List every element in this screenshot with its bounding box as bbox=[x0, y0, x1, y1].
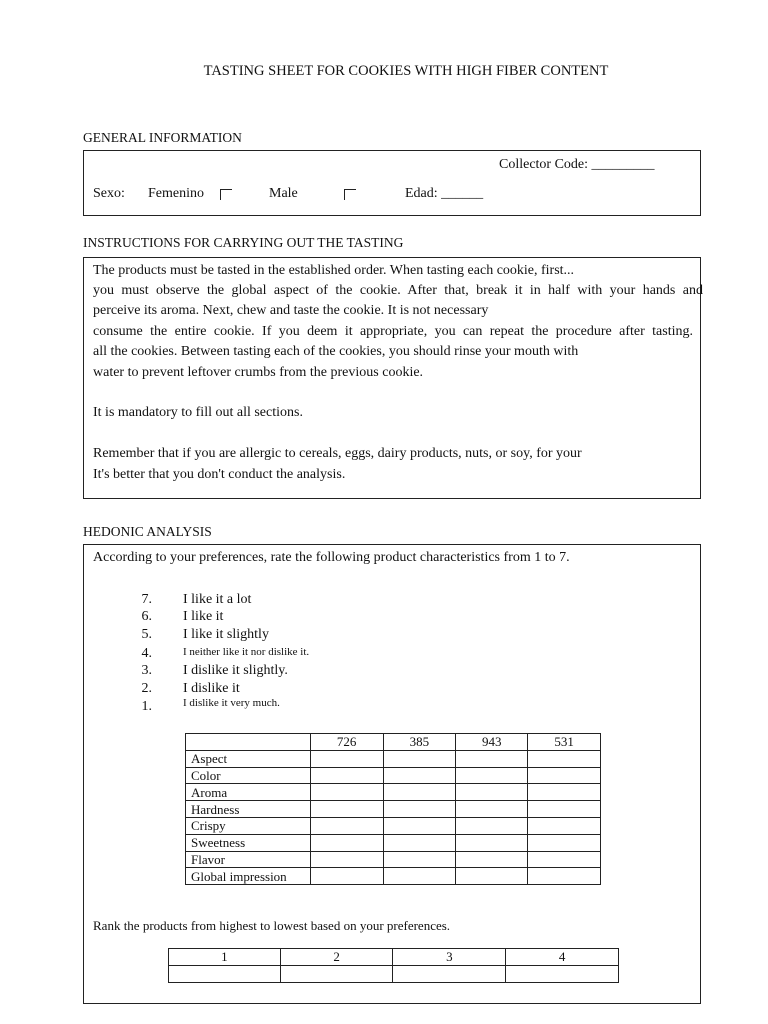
rating-cell[interactable] bbox=[456, 750, 528, 767]
rating-cell[interactable] bbox=[456, 817, 528, 834]
age-field[interactable]: Edad: ______ bbox=[405, 186, 484, 201]
rating-cell[interactable] bbox=[528, 784, 601, 801]
attribute-label: Flavor bbox=[186, 851, 311, 868]
female-checkbox[interactable] bbox=[220, 188, 232, 204]
rank-prompt: Rank the products from highest to lowest based on your preferences. bbox=[93, 918, 451, 933]
rating-cell[interactable] bbox=[383, 767, 456, 784]
rating-cell[interactable] bbox=[456, 868, 528, 885]
table-row bbox=[186, 767, 601, 784]
scale-number: 5. bbox=[141, 627, 152, 642]
rating-cell[interactable] bbox=[383, 801, 456, 818]
rating-cell[interactable] bbox=[456, 851, 528, 868]
sample-code: 531 bbox=[528, 734, 601, 751]
rating-cell[interactable] bbox=[528, 868, 601, 885]
scale-label: I like it bbox=[183, 609, 224, 624]
attribute-label: Hardness bbox=[186, 801, 311, 818]
instructions-heading: INSTRUCTIONS FOR CARRYING OUT THE TASTING bbox=[83, 235, 404, 250]
table-row bbox=[186, 750, 601, 767]
attribute-label: Global impression bbox=[186, 868, 311, 885]
scale-number: 1. bbox=[141, 699, 152, 714]
rating-cell[interactable] bbox=[310, 784, 383, 801]
rating-cell[interactable] bbox=[310, 834, 383, 851]
rating-cell[interactable] bbox=[456, 801, 528, 818]
rank-entry-row bbox=[169, 965, 619, 982]
rating-cell[interactable] bbox=[528, 851, 601, 868]
instruction-line: all the cookies. Between tasting each of the cookies, you should rinse your mouth with bbox=[93, 344, 579, 359]
rating-table-header bbox=[186, 734, 601, 751]
allergy-note: It's better that you don't conduct the analysis. bbox=[93, 467, 346, 482]
rating-cell[interactable] bbox=[528, 801, 601, 818]
rank-position: 1 bbox=[169, 949, 281, 966]
mandatory-note: It is mandatory to fill out all sections. bbox=[93, 405, 303, 420]
rank-position: 2 bbox=[280, 949, 393, 966]
rating-cell[interactable] bbox=[310, 817, 383, 834]
table-row bbox=[186, 834, 601, 851]
sample-code: 943 bbox=[456, 734, 528, 751]
scale-label: I like it slightly bbox=[183, 627, 269, 642]
hedonic-box bbox=[83, 544, 701, 1004]
scale-label: I dislike it slightly. bbox=[183, 663, 288, 678]
allergy-note: Remember that if you are allergic to cereals, eggs, dairy products, nuts, or soy, for your bbox=[93, 446, 582, 461]
rank-table bbox=[168, 948, 619, 983]
rating-cell[interactable] bbox=[383, 851, 456, 868]
header-blank-cell bbox=[186, 734, 311, 751]
hedonic-heading: HEDONIC ANALYSIS bbox=[83, 524, 212, 539]
rating-cell[interactable] bbox=[456, 767, 528, 784]
scale-label: I neither like it nor dislike it. bbox=[183, 646, 310, 658]
general-info-heading: GENERAL INFORMATION bbox=[83, 130, 242, 145]
rating-cell[interactable] bbox=[383, 868, 456, 885]
table-row bbox=[186, 817, 601, 834]
rating-cell[interactable] bbox=[383, 784, 456, 801]
female-label: Femenino bbox=[148, 186, 204, 201]
scale-label: I like it a lot bbox=[183, 592, 252, 607]
rank-header-row bbox=[169, 949, 619, 966]
scale-label: I dislike it bbox=[183, 681, 240, 696]
male-checkbox[interactable] bbox=[344, 188, 356, 204]
rating-table bbox=[185, 733, 601, 885]
rating-cell[interactable] bbox=[310, 868, 383, 885]
collector-code-field[interactable]: Collector Code: _________ bbox=[499, 157, 655, 172]
instruction-line: water to prevent leftover crumbs from the previous cookie. bbox=[93, 365, 424, 380]
instructions-box bbox=[83, 257, 701, 499]
table-row bbox=[186, 784, 601, 801]
rank-cell[interactable] bbox=[280, 965, 393, 982]
table-row bbox=[186, 868, 601, 885]
rating-cell[interactable] bbox=[528, 817, 601, 834]
rating-cell[interactable] bbox=[383, 750, 456, 767]
rating-cell[interactable] bbox=[310, 767, 383, 784]
rank-cell[interactable] bbox=[393, 965, 506, 982]
sex-label: Sexo: bbox=[93, 186, 125, 201]
attribute-label: Sweetness bbox=[186, 834, 311, 851]
scale-number: 4. bbox=[141, 646, 152, 661]
scale-number: 6. bbox=[141, 609, 152, 624]
page-title: TASTING SHEET FOR COOKIES WITH HIGH FIBER CONTENT bbox=[203, 63, 609, 79]
attribute-label: Aroma bbox=[186, 784, 311, 801]
hedonic-intro: According to your preferences, rate the following product characteristics from 1 to 7. bbox=[93, 550, 570, 565]
rating-cell[interactable] bbox=[310, 801, 383, 818]
rating-cell[interactable] bbox=[310, 750, 383, 767]
scale-number: 2. bbox=[141, 681, 152, 696]
table-row bbox=[186, 801, 601, 818]
attribute-label: Aspect bbox=[186, 750, 311, 767]
general-info-box bbox=[83, 150, 701, 216]
table-row bbox=[186, 851, 601, 868]
sample-code: 726 bbox=[310, 734, 383, 751]
rating-cell[interactable] bbox=[456, 834, 528, 851]
rating-cell[interactable] bbox=[528, 750, 601, 767]
instruction-line: The products must be tasted in the established order. When tasting each cookie, first... bbox=[93, 263, 575, 278]
rating-cell[interactable] bbox=[528, 767, 601, 784]
rating-cell[interactable] bbox=[528, 834, 601, 851]
sample-code: 385 bbox=[383, 734, 456, 751]
male-label: Male bbox=[269, 186, 298, 201]
rating-cell[interactable] bbox=[456, 784, 528, 801]
rank-cell[interactable] bbox=[506, 965, 619, 982]
rating-cell[interactable] bbox=[383, 834, 456, 851]
scale-number: 3. bbox=[141, 663, 152, 678]
rank-position: 4 bbox=[506, 949, 619, 966]
attribute-label: Crispy bbox=[186, 817, 311, 834]
rating-cell[interactable] bbox=[310, 851, 383, 868]
instruction-line: perceive its aroma. Next, chew and taste the cookie. It is not necessary bbox=[93, 303, 489, 318]
attribute-label: Color bbox=[186, 767, 311, 784]
scale-number: 7. bbox=[141, 592, 152, 607]
instruction-line: consume the entire cookie. If you deem it appropriate, you can repeat the procedure after tasting. bbox=[93, 324, 693, 339]
scale-label: I dislike it very much. bbox=[183, 697, 280, 709]
instruction-line: you must observe the global aspect of the cookie. After that, break it in half with your hands and bbox=[93, 283, 703, 298]
rank-cell[interactable] bbox=[169, 965, 281, 982]
rating-cell[interactable] bbox=[383, 817, 456, 834]
rank-position: 3 bbox=[393, 949, 506, 966]
